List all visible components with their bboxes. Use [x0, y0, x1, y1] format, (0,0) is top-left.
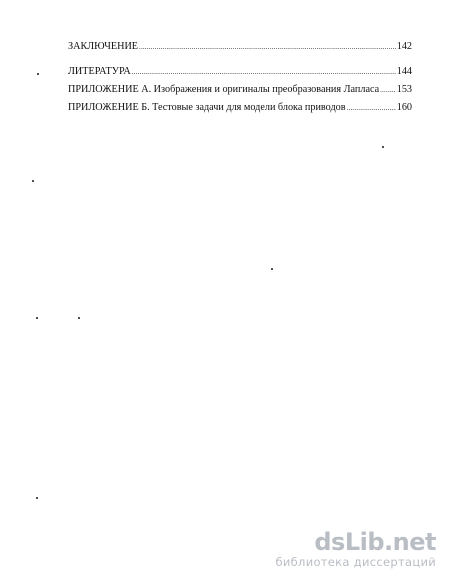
toc-entry-page: 153 — [396, 84, 412, 95]
toc-entry-title: ЗАКЛЮЧЕНИЕ — [68, 41, 139, 52]
toc-entry-page: 160 — [396, 102, 412, 113]
toc-entry-title: ПРИЛОЖЕНИЕ Б. Тестовые задачи для модели блока приводов — [68, 102, 346, 113]
watermark — [275, 529, 436, 569]
scan-speck — [271, 268, 273, 270]
scan-speck — [32, 180, 34, 182]
scan-speck — [36, 497, 38, 499]
toc-dot-leader — [380, 84, 396, 96]
scan-speck — [36, 317, 38, 319]
toc-dot-leader — [139, 41, 396, 53]
watermark-logo: dsLib.net — [314, 528, 436, 556]
toc-entry-page: 142 — [396, 41, 412, 52]
toc-entry-title: ПРИЛОЖЕНИЕ А. Изображения и оригиналы преобразования Лапласа — [68, 84, 380, 95]
toc-dot-leader — [132, 66, 396, 78]
toc-entry-appendix-a — [68, 84, 412, 96]
toc-entry-literature — [68, 66, 412, 78]
scan-speck — [382, 146, 384, 148]
scan-speck — [37, 73, 39, 75]
toc-entry-page: 144 — [396, 66, 412, 77]
scan-speck — [78, 317, 80, 319]
toc-dot-leader — [347, 102, 396, 114]
toc-entry-title: ЛИТЕРАТУРА — [68, 66, 131, 77]
watermark-subtitle: библиотека диссертаций — [275, 555, 436, 569]
toc-entry-appendix-b — [68, 102, 412, 114]
toc-entry-conclusion — [68, 41, 412, 53]
